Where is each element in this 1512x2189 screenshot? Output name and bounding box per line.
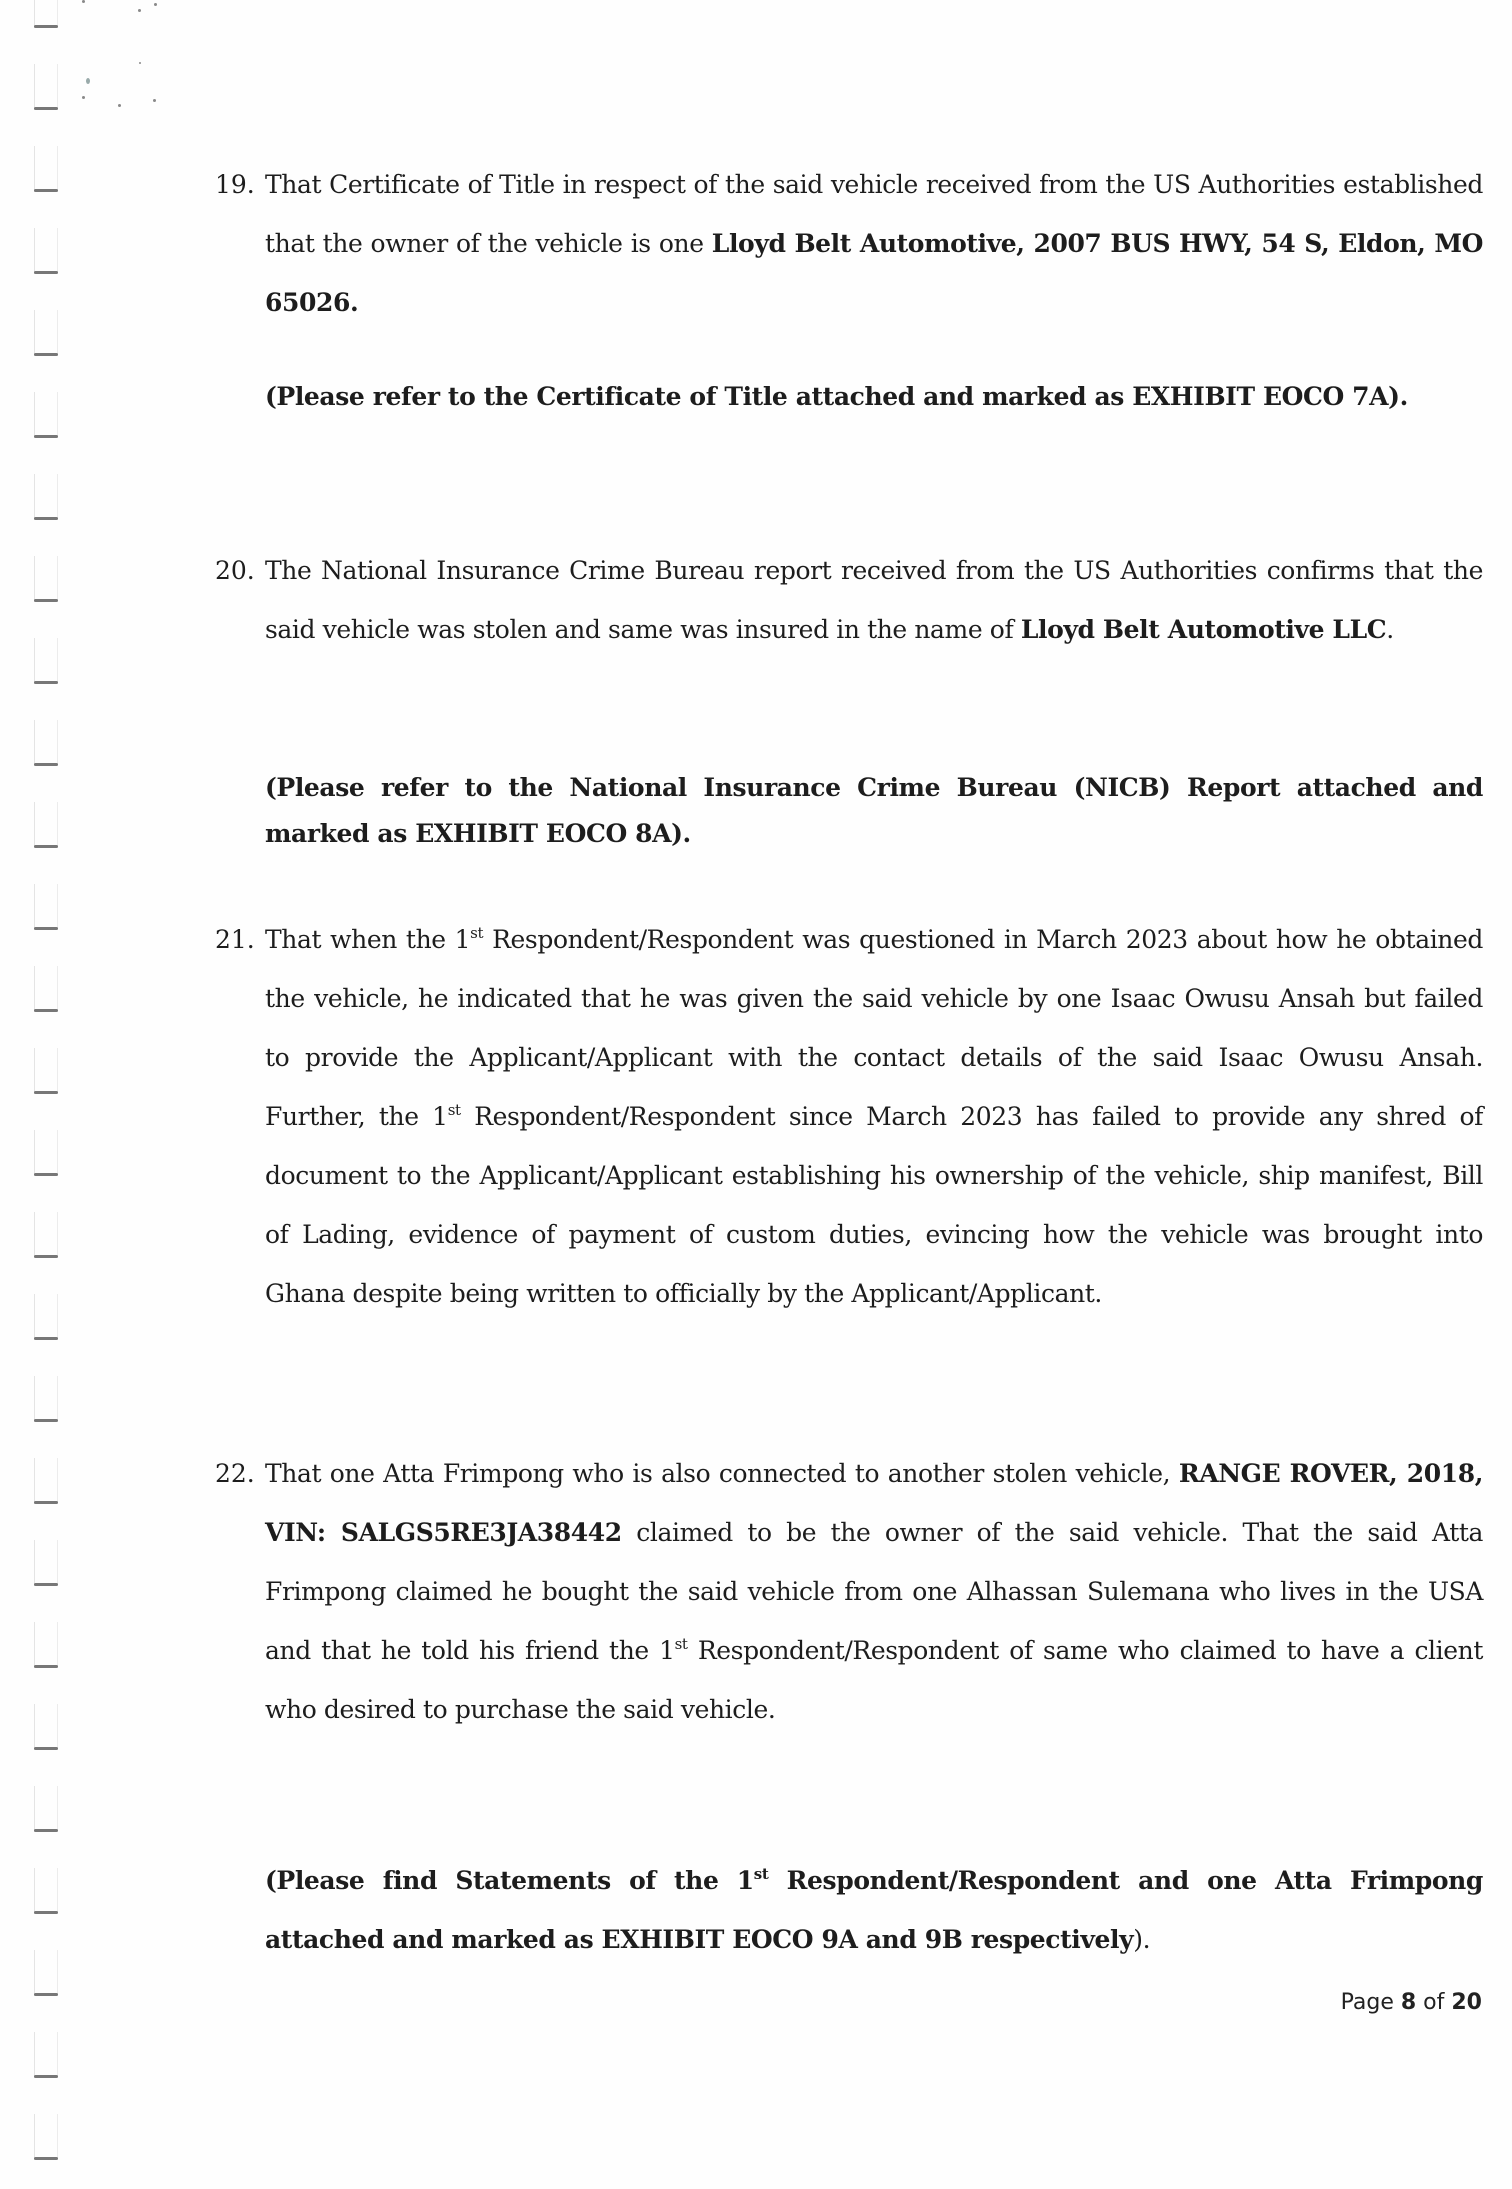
binding-hole-mark bbox=[34, 392, 58, 438]
binding-mark-part bbox=[34, 966, 35, 1012]
binding-mark-part bbox=[57, 802, 58, 848]
binding-mark-part bbox=[34, 1501, 58, 1504]
binding-mark-part bbox=[34, 228, 35, 274]
binding-hole-mark bbox=[34, 310, 58, 356]
binding-mark-part bbox=[57, 1540, 58, 1586]
bold-text-run: Respondent/Respondent and one Atta Frimpong attached and marked as EXHIBIT EOCO 9A and 9B respectively bbox=[265, 1866, 1483, 1954]
binding-mark-part bbox=[57, 1622, 58, 1668]
text-run: That Certificate of Title in respect of the said vehicle received from the US Authorities established that the owner of the vehicle is one bbox=[265, 170, 1483, 258]
binding-mark-part bbox=[57, 1868, 58, 1914]
binding-mark-part bbox=[34, 1048, 35, 1094]
bold-text-run: Lloyd Belt Automotive, 2007 BUS HWY, 54 S, Eldon, MO 65026. bbox=[265, 229, 1483, 317]
binding-mark-part bbox=[57, 1458, 58, 1504]
text-run: ). bbox=[1133, 1925, 1151, 1954]
exhibit-reference bbox=[265, 765, 1483, 857]
binding-hole-mark bbox=[34, 638, 58, 684]
binding-hole-mark bbox=[34, 0, 58, 28]
binding-mark-part bbox=[34, 1294, 35, 1340]
binding-mark-part bbox=[34, 2157, 58, 2160]
text-run: That one Atta Frimpong who is also connected to another stolen vehicle, bbox=[265, 1459, 1179, 1488]
bold-text-run: (Please refer to the Certificate of Title attached and marked as EXHIBIT EOCO 7A). bbox=[265, 382, 1408, 411]
binding-mark-part bbox=[34, 1950, 35, 1996]
binding-mark-part bbox=[34, 474, 35, 520]
binding-mark-part bbox=[34, 681, 58, 684]
binding-mark-part bbox=[34, 1009, 58, 1012]
binding-hole-mark bbox=[34, 474, 58, 520]
binding-mark-part bbox=[34, 1622, 35, 1668]
binding-mark-part bbox=[34, 845, 58, 848]
current-page: 8 bbox=[1400, 1990, 1417, 2015]
binding-mark-part bbox=[34, 64, 35, 110]
binding-mark-part bbox=[57, 392, 58, 438]
numbered-paragraph bbox=[215, 1444, 1483, 1739]
binding-mark-part bbox=[57, 720, 58, 766]
binding-mark-part bbox=[34, 1458, 35, 1504]
binding-mark-part bbox=[34, 25, 58, 28]
binding-mark-part bbox=[57, 1294, 58, 1340]
scan-speck bbox=[138, 9, 141, 12]
binding-mark-part bbox=[34, 435, 58, 438]
binding-mark-part bbox=[34, 1665, 58, 1668]
scan-speck bbox=[82, 96, 85, 99]
binding-mark-part bbox=[34, 638, 35, 684]
binding-mark-part bbox=[57, 556, 58, 602]
numbered-paragraph bbox=[215, 155, 1483, 332]
bold-text-run: (Please refer to the National Insurance Crime Bureau (NICB) Report attached and marked as EXHIBIT EOCO 8A). bbox=[265, 773, 1483, 848]
binding-hole-mark bbox=[34, 802, 58, 848]
binding-mark-part bbox=[34, 146, 35, 192]
binding-mark-part bbox=[34, 1376, 35, 1422]
binding-mark-part bbox=[57, 638, 58, 684]
binding-hole-mark bbox=[34, 1540, 58, 1586]
ordinal-suffix: st bbox=[753, 1865, 769, 1883]
binding-mark-part bbox=[34, 1091, 58, 1094]
bold-text-run: RANGE ROVER, 2018, VIN: SALGS5RE3JA38442 bbox=[265, 1459, 1484, 1547]
paragraph-number: 21. bbox=[215, 925, 255, 954]
binding-hole-mark bbox=[34, 1458, 58, 1504]
text-run: Respondent/Respondent was questioned in March 2023 about how he obtained the vehicle, he indicated that he was given the said vehicle by one Isaac Owusu Ansah but failed to provide the Applicant/Applicant with the contact details of the said Isaac Owusu Ansah. Further, the 1 bbox=[265, 925, 1483, 1131]
binding-hole-mark bbox=[34, 966, 58, 1012]
binding-mark-part bbox=[34, 1130, 35, 1176]
binding-mark-part bbox=[34, 1173, 58, 1176]
binding-mark-part bbox=[34, 1583, 58, 1586]
binding-mark-part bbox=[34, 310, 35, 356]
binding-hole-mark bbox=[34, 64, 58, 110]
binding-hole-mark bbox=[34, 720, 58, 766]
binding-hole-mark bbox=[34, 1786, 58, 1832]
paragraph-text bbox=[265, 1444, 1483, 1739]
total-pages: 20 bbox=[1451, 1990, 1482, 2015]
binding-mark-part bbox=[57, 146, 58, 192]
binding-hole-mark bbox=[34, 1704, 58, 1750]
binding-mark-part bbox=[57, 64, 58, 110]
binding-mark-part bbox=[34, 392, 35, 438]
ordinal-suffix: st bbox=[447, 1101, 461, 1119]
binding-mark-part bbox=[34, 1786, 35, 1832]
binding-mark-part bbox=[34, 1704, 35, 1750]
text-run: That when the 1 bbox=[265, 925, 471, 954]
binding-mark-part bbox=[34, 1747, 58, 1750]
binding-mark-part bbox=[34, 1419, 58, 1422]
ordinal-suffix: st bbox=[674, 1635, 688, 1653]
binding-mark-part bbox=[57, 2032, 58, 2078]
binding-mark-part bbox=[57, 1130, 58, 1176]
ordinal-suffix: st bbox=[470, 924, 484, 942]
binding-mark-part bbox=[34, 802, 35, 848]
binding-mark-part bbox=[57, 1950, 58, 1996]
binding-hole-mark bbox=[34, 1868, 58, 1914]
binding-hole-mark bbox=[34, 2032, 58, 2078]
page-label: Page bbox=[1340, 1990, 1401, 2015]
paragraph-number: 20. bbox=[215, 556, 255, 585]
binding-mark-part bbox=[34, 763, 58, 766]
binding-hole-mark bbox=[34, 1130, 58, 1176]
paragraph-text bbox=[265, 541, 1483, 659]
page-separator: of bbox=[1416, 1990, 1452, 2015]
binding-mark-part bbox=[57, 0, 58, 28]
binding-mark-part bbox=[34, 884, 35, 930]
scan-speck bbox=[82, 0, 85, 3]
bold-text-run: Lloyd Belt Automotive LLC bbox=[1020, 615, 1387, 644]
binding-hole-mark bbox=[34, 146, 58, 192]
scan-speck bbox=[153, 99, 156, 102]
binding-mark-part bbox=[57, 2114, 58, 2160]
scan-speck bbox=[118, 104, 121, 107]
binding-mark-part bbox=[34, 1212, 35, 1258]
text-run: Respondent/Respondent since March 2023 has failed to provide any shred of document to the Applicant/Applicant establishing his ownership of the vehicle, ship manifest, Bill of Lading, evidence of payment of custom duties, evincing how the vehicle was brought into Ghana despite being written to officially by the Applicant/Applicant. bbox=[265, 1102, 1484, 1308]
binding-mark-part bbox=[34, 2114, 35, 2160]
binding-mark-part bbox=[34, 0, 35, 28]
binding-mark-part bbox=[34, 1868, 35, 1914]
binding-hole-mark bbox=[34, 1212, 58, 1258]
binding-hole-mark bbox=[34, 1048, 58, 1094]
exhibit-reference bbox=[265, 1851, 1483, 1969]
numbered-paragraph bbox=[215, 541, 1483, 659]
binding-hole-mark bbox=[34, 228, 58, 274]
binding-mark-part bbox=[34, 927, 58, 930]
text-run: . bbox=[1386, 615, 1394, 644]
binding-mark-part bbox=[34, 107, 58, 110]
paragraph-text bbox=[265, 910, 1483, 1323]
binding-mark-part bbox=[34, 1993, 58, 1996]
binding-mark-part bbox=[57, 1048, 58, 1094]
binding-mark-part bbox=[34, 2032, 35, 2078]
binding-mark-part bbox=[34, 2075, 58, 2078]
scan-speck bbox=[154, 3, 157, 6]
text-run: claimed to be the owner of the said vehicle. That the said Atta Frimpong claimed he bought the said vehicle from one Alhassan Sulemana who lives in the USA and that he told his friend the 1 bbox=[265, 1518, 1483, 1665]
numbered-paragraph bbox=[215, 910, 1483, 1323]
binding-mark-part bbox=[34, 1255, 58, 1258]
binding-hole-mark bbox=[34, 1950, 58, 1996]
binding-hole-mark bbox=[34, 1376, 58, 1422]
binding-mark-part bbox=[57, 310, 58, 356]
binding-mark-part bbox=[34, 1911, 58, 1914]
binding-mark-part bbox=[57, 884, 58, 930]
page-number-footer bbox=[1341, 1990, 1482, 2015]
bold-text-run: (Please find Statements of the 1 bbox=[265, 1866, 754, 1895]
binding-mark-part bbox=[57, 1376, 58, 1422]
binding-hole-mark bbox=[34, 884, 58, 930]
text-run: The National Insurance Crime Bureau report received from the US Authorities confirms that the said vehicle was stolen and same was insured in the name of bbox=[265, 556, 1483, 644]
binding-mark-part bbox=[34, 271, 58, 274]
text-run: Respondent/Respondent of same who claimed to have a client who desired to purchase the said vehicle. bbox=[265, 1636, 1483, 1724]
exhibit-reference bbox=[265, 367, 1483, 426]
scan-speck bbox=[86, 78, 90, 84]
binding-hole-mark bbox=[34, 1622, 58, 1668]
binding-mark-part bbox=[34, 599, 58, 602]
binding-mark-part bbox=[57, 1212, 58, 1258]
binding-mark-part bbox=[34, 353, 58, 356]
paragraph-number: 22. bbox=[215, 1459, 255, 1488]
binding-mark-part bbox=[57, 228, 58, 274]
binding-mark-part bbox=[34, 1540, 35, 1586]
binding-mark-part bbox=[34, 517, 58, 520]
binding-hole-mark bbox=[34, 2114, 58, 2160]
binding-mark-part bbox=[34, 189, 58, 192]
binding-hole-mark bbox=[34, 1294, 58, 1340]
binding-mark-part bbox=[34, 1829, 58, 1832]
paragraph-number: 19. bbox=[215, 170, 255, 199]
binding-mark-part bbox=[34, 556, 35, 602]
binding-mark-part bbox=[34, 720, 35, 766]
paragraph-text bbox=[265, 155, 1483, 332]
binding-mark-part bbox=[57, 966, 58, 1012]
scan-speck bbox=[139, 62, 141, 64]
binding-mark-part bbox=[57, 1704, 58, 1750]
binding-mark-part bbox=[57, 474, 58, 520]
binding-hole-mark bbox=[34, 556, 58, 602]
binding-mark-part bbox=[34, 1337, 58, 1340]
binding-mark-part bbox=[57, 1786, 58, 1832]
